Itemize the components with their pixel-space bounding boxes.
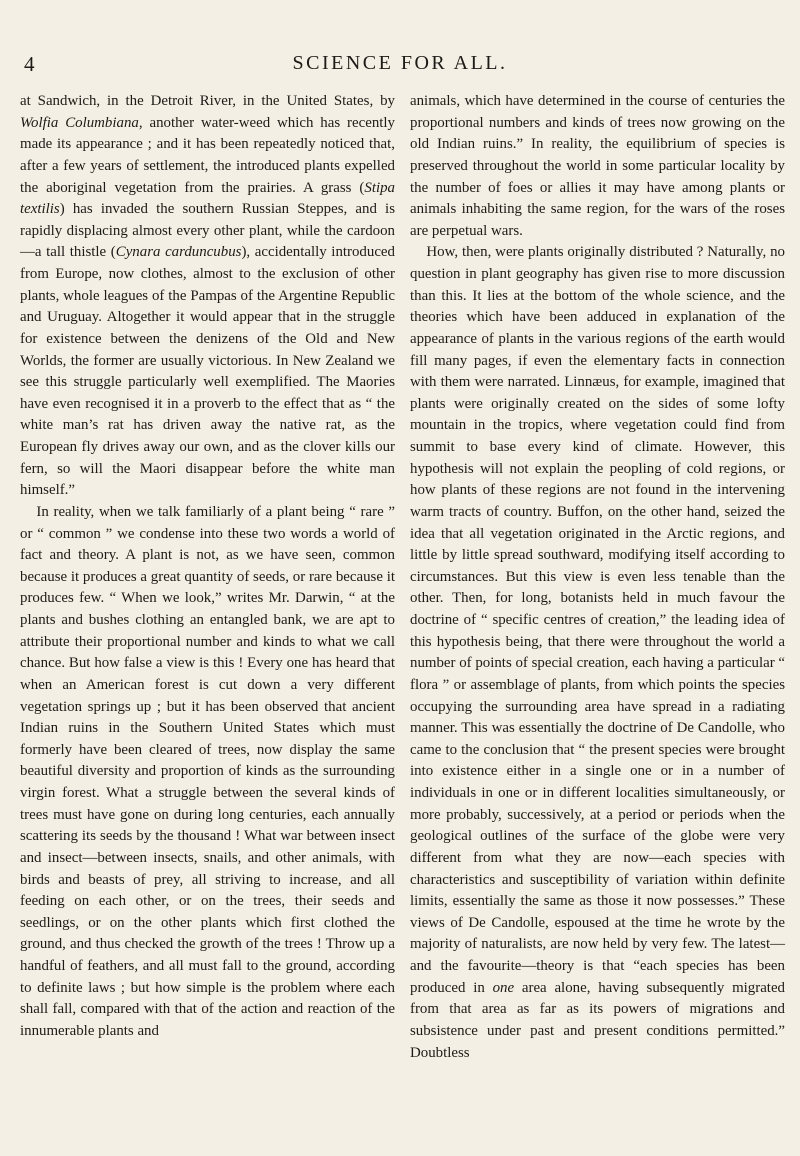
text-run: ), accidentally introduced from Europe, now clothes, almost to the exclusion of other plants, whole leagues of the Pampas of the Argentine Republic and Uruguay. Altogether it would appear that in the struggle for existence between the denizens of the Old and New Worlds, the former are usually victorious. In New Zealand we see this struggle particularly well exemplified. The Maories have even recognised it in a proverb to the effect that as “ the white man’s rat has driven away the native rat, as the European fly drives away our own, and as the clover kills our fern, so will the Maori disappear before the white man himself.” (20, 244, 395, 499)
left-paragraph-1 (20, 91, 395, 502)
text-run: How, then, were plants originally distributed ? Naturally, no question in plant geography has given rise to more discussion than this. It lies at the bottom of the whole science, and the theories which have been adduced in explanation of the appearance of plants in the various regions of the earth would fill many pages, if even the elementary facts in connection with them were narrated. Linnæus, for example, imagined that plants were originally created on the sides of some lofty mountain in the tropics, where vegetation could find from summit to base every kind of climate. However, this hypothesis will not explain the peopling of cold regions, or how plants of these regions are not found in the intervening warm tracts of country. Buffon, on the other hand, seized the idea that all vegetation originated in the Arctic regions, and little by little spread southward, modifying itself according to circumstances. But this view is even less tenable than the other. Then, for long, botanists held in much favour the doctrine of “ specific centres of creation,” the leading idea of this hypothesis being, that there were throughout the world a number of points of special creation, each having a particular “ flora ” or assemblage of plants, from which points the species occupying the surrounding area have spread in a radiating manner. This was essentially the doctrine of De Candolle, who came to the conclusion that “ the present species were brought into existence either in a single one or in a number of individuals in one or in different localities simultaneously, or more probably, successively, at a period or periods when the geological outlines of the surface of the globe were very different from what they are now—each species with characteristics and susceptibility of variation within definite limits, essentially the same as those it now possesses.” These views of De Candolle, espoused at the time he wrote by the majority of naturalists, are now held by very few. The latest—and the favourite—theory is that “each species has been produced in (410, 244, 786, 996)
species-name: Wolfia Columbiana (20, 114, 139, 131)
text-run: at Sandwich, in the Detroit River, in the United States, by (20, 93, 395, 109)
text-run: ) has invaded the southern Russian Steppes, and is rapidly displacing almost every other plant, while the cardoon—a tall thistle ( (20, 201, 395, 261)
page-number: 4 (24, 52, 35, 76)
text-run: area alone, having subsequently migrated from that area as far as its powers of migrations and subsistence under past and present conditions permitted.” Doubtless (410, 979, 785, 1061)
species-name: Cynara carduncubus (115, 244, 242, 261)
text-run: , another water-weed which has recently made its appearance ; and it has been repeatedly noticed that, after a few years of settlement, the introduced plants expelled the aboriginal vegetation from the prairies. A grass ( (20, 114, 395, 196)
species-name: Stipa textilis (20, 179, 395, 218)
emphasis: one (492, 979, 515, 996)
text-columns (20, 91, 785, 1064)
running-head: SCIENCE FOR ALL. (292, 52, 508, 74)
left-column (20, 91, 395, 1064)
right-paragraph-1: animals, which have determined in the course of centuries the proportional numbers and kinds of trees now growing on the old Indian ruins.” In reality, the equilibrium of species is preserved throughout the world in some particular locality by the number of foes or allies it may have among plants or animals inhabiting the same region, for the wars of the roses are perpetual wars. (410, 93, 785, 239)
right-paragraph-2 (410, 242, 785, 1064)
left-paragraph-2: In reality, when we talk familiarly of a plant being “ rare ” or “ common ” we condense into these two words a world of fact and theory. A plant is not, as we have seen, common because it produces a great quantity of seeds, or rare because it produces few. “ When we look,” writes Mr. Darwin, “ at the plants and bushes clothing an entangled bank, we are apt to attribute their proportional number and kinds to what we call chance. But how false a view is this ! Every one has heard that when an American forest is cut down a very different vegetation springs up ; but it has been observed that ancient Indian ruins in the Southern United States which must formerly have been cleared of trees, now display the same beautiful diversity and proportion of kinds as the surrounding virgin forest. What a struggle between the several kinds of trees must have gone on during long centuries, each annually scattering its seeds by the thousand ! What war between insect and insect—between insects, snails, and other animals, with birds and beasts of prey, all striving to increase, and all feeding on each other, or on the trees, their seeds and seedlings, or on the other plants which first clothed the ground, and thus checked the growth of the trees ! Throw up a handful of feathers, and all must fall to the ground, according to definite laws ; but how simple is the problem where each shall fall, compared with that of the action and reaction of the innumerable plants and (20, 503, 395, 1039)
right-column (410, 91, 785, 1064)
